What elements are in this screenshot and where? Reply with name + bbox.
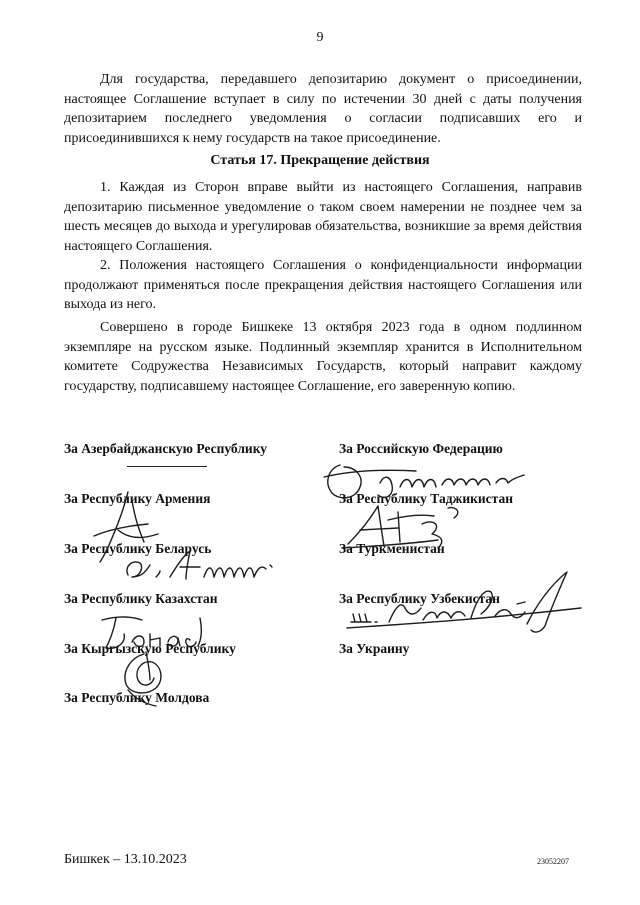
page-number: 9 [316,30,324,45]
signatory-uzbekistan: За Республику Узбекистан [339,591,500,606]
footer-document-code: 23052207 [537,857,569,866]
signature-belarus [120,547,300,589]
signatory-ukraine: За Украину [339,641,410,656]
signatory-armenia: За Республику Армения [64,491,211,506]
paragraph-accession [64,70,582,148]
article-17-clause-2: 2. Положения настоящего Соглашения о конфиденциальности информации продолжают применяться после прекращения действия настоящего Соглашения или выхода из него. [64,258,582,312]
signatory-tajikistan: За Республику Таджикистан [339,491,513,506]
signature-kyrgyzstan [116,650,172,708]
footer-place-date: Бишкек – 13.10.2023 [64,852,187,867]
signature-kazakhstan [96,612,206,654]
article-17-clause-1: 1. Каждая из Сторон вправе выйти из настоящего Соглашения, направив депозитарию письменное уведомление о таком своем намерении не позднее чем за шесть месяцев до выхода и урегулировав обязательства, возникшие за время действия настоящего Соглашения. [64,180,582,254]
article-17-body [64,178,582,315]
paragraph-accession-text: Для государства, передавшего депозитарию документ о присоединении, настоящее Соглашение вступает в силу по истечении 30 дней с даты получения депозитарием последнего уведомления о согласии подписавших его и присоединившихся к нему государств на такое присоединение. [64,72,582,146]
signature-tajikistan [338,500,468,552]
article-17-heading: Статья 17. Прекращение действия [210,153,430,168]
signatory-kyrgyzstan: За Кыргызскую Республику [64,641,236,656]
signatory-belarus: За Республику Беларусь [64,541,212,556]
signatory-russia: За Российскую Федерацию [339,441,503,456]
signature-line [127,466,207,467]
closing-paragraph [64,318,582,396]
signatory-turkmenistan: За Туркменистан [339,541,445,556]
signatory-kazakhstan: За Республику Казахстан [64,591,218,606]
closing-paragraph-text: Совершено в городе Бишкеке 13 октября 2023 года в одном подлинном экземпляре на русском языке. Подлинный экземпляр хранится в Исполнительном комитете Содружества Независимых Государств, который направит каждому государству, подписавшему настоящее Соглашение, его заверенную копию. [64,320,582,394]
signature-uzbekistan [345,568,585,638]
signatory-azerbaijan: За Азербайджанскую Республику [64,441,268,456]
signatory-moldova: За Республику Молдова [64,690,210,705]
